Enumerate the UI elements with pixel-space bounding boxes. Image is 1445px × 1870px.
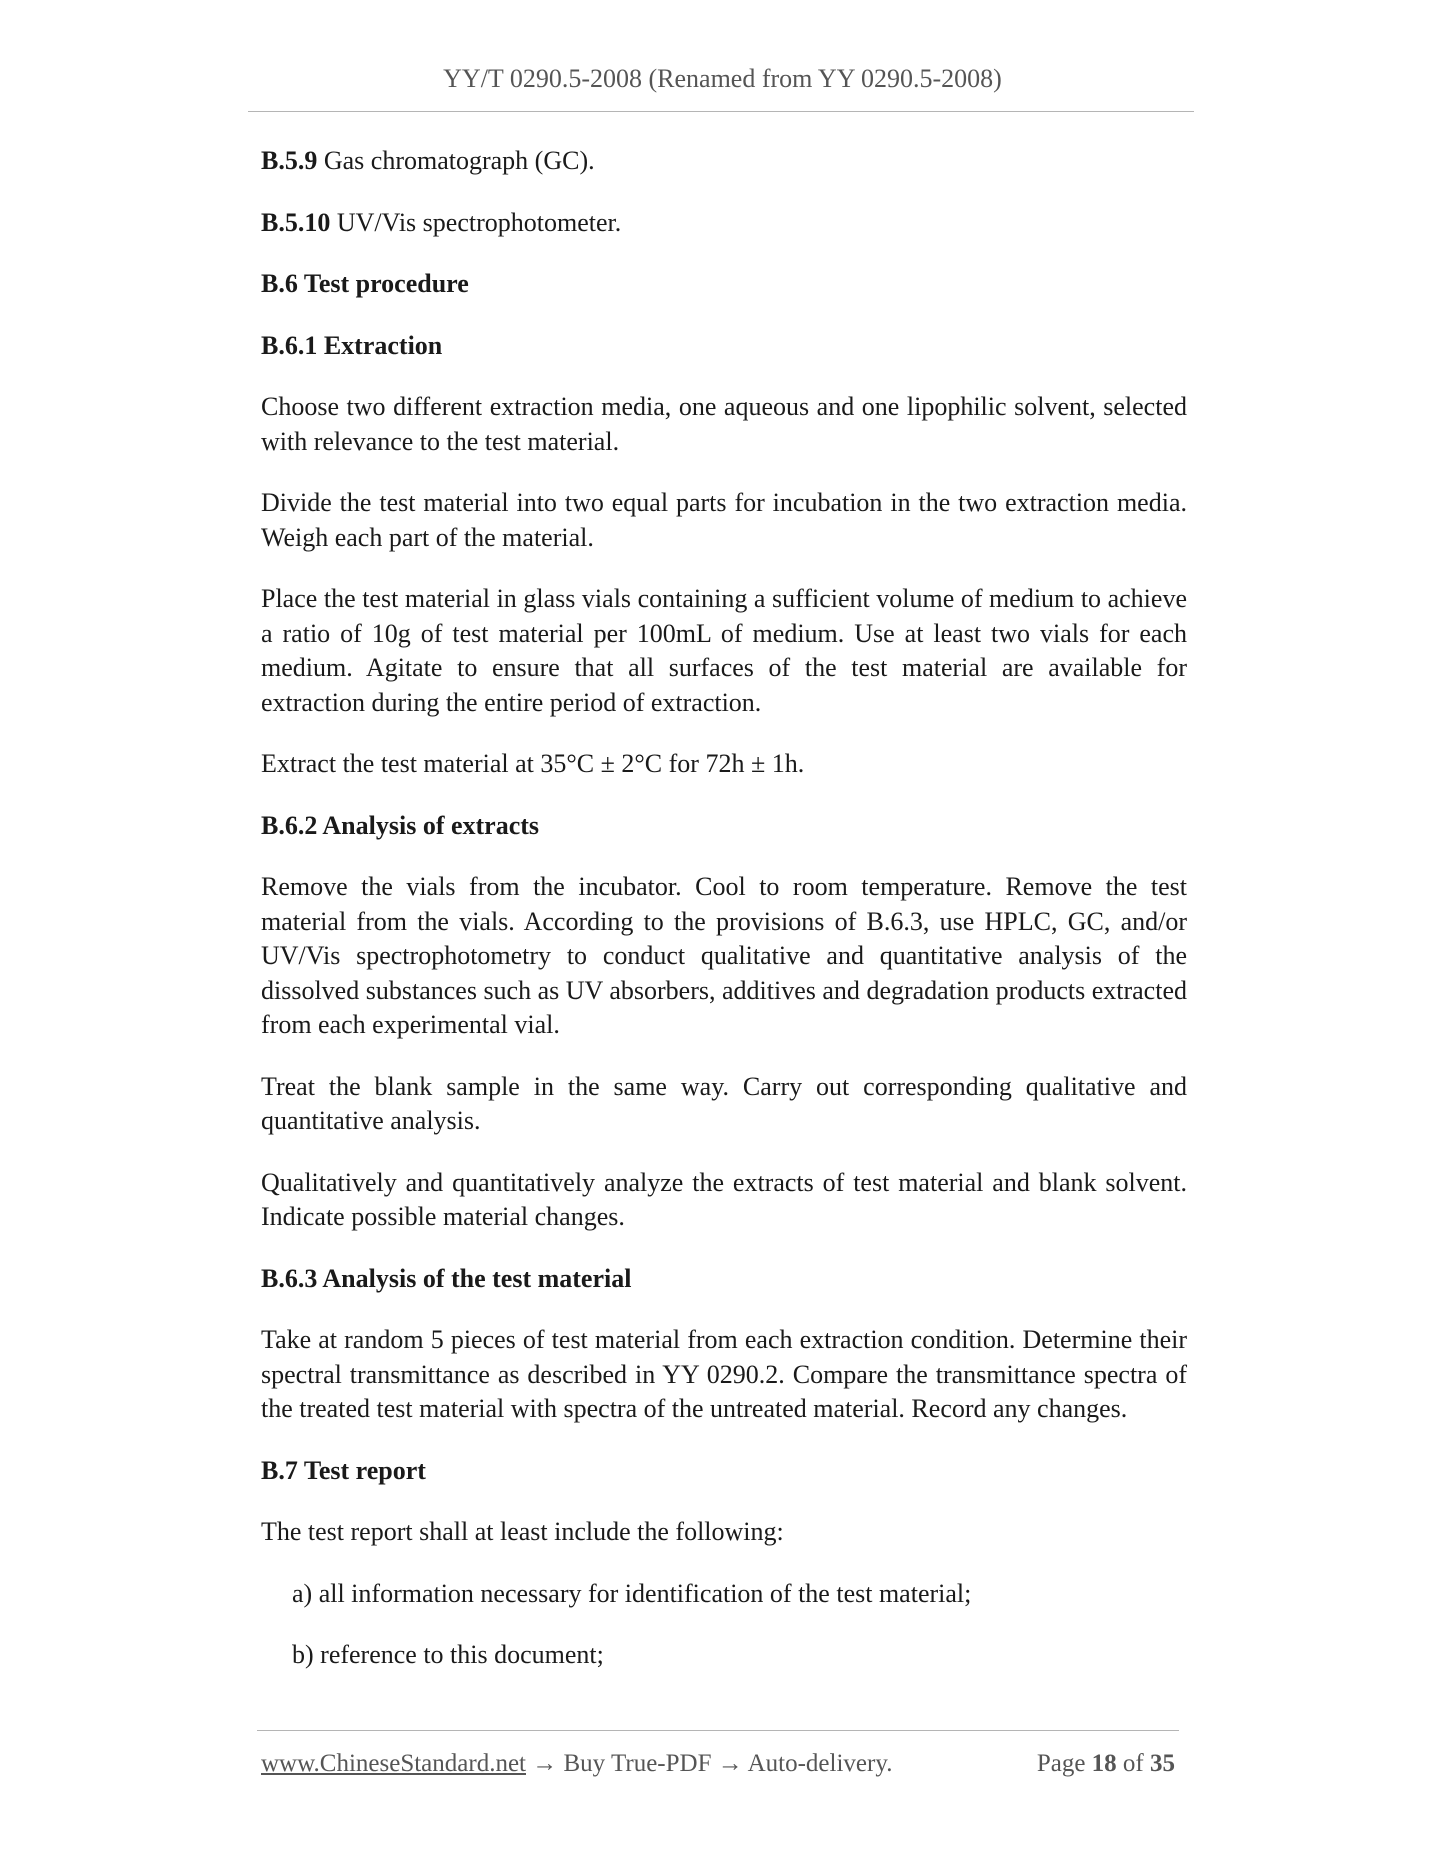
running-header: YY/T 0290.5-2008 (Renamed from YY 0290.5-2008) [443, 64, 1002, 93]
footer-promo [261, 1750, 892, 1778]
page-number: 18 [1091, 1750, 1117, 1777]
heading-b-6-2: B.6.2 Analysis of extracts [261, 810, 540, 840]
clause-text: Gas chromatograph (GC). [317, 146, 595, 175]
footer-divider [257, 1730, 1179, 1731]
heading-b-6-3: B.6.3 Analysis of the test material [261, 1263, 632, 1293]
buy-text: → Buy True-PDF → Auto-delivery. [526, 1750, 893, 1777]
paragraph-report-intro: The test report shall at least include the following: [261, 1517, 784, 1546]
list-item: b) reference to this document; [292, 1640, 604, 1669]
clause-text: UV/Vis spectrophotometer. [330, 207, 622, 237]
clause-number: B.5.9 [261, 146, 318, 175]
heading-b-7: B.7 Test report [261, 1455, 426, 1485]
page-indicator [1037, 1750, 1175, 1778]
paragraph-random-pieces: Take at random 5 pieces of test material from each extraction condition. Determine their spectral transmittance as described in YY 0290.2. Compare the transmittance spectra of the treated test material with spectra of the untreated material. Record any changes. [261, 1325, 1187, 1423]
paragraph-choose-media: Choose two different extraction media, one aqueous and one lipophilic solvent, selected with relevance to the test material. [261, 392, 1187, 456]
page-total: 35 [1150, 1750, 1175, 1777]
list-item: a) all information necessary for identification of the test material; [292, 1578, 972, 1608]
header-divider [248, 111, 1194, 112]
document-body [261, 144, 1187, 1700]
of-label: of [1116, 1750, 1150, 1777]
page-label: Page [1036, 1750, 1092, 1777]
paragraph-remove-vials: Remove the vials from the incubator. Cool to room temperature. Remove the test material from the vials. According to the provisions of B.6.3, use HPLC, GC, and/or UV/Vis spectrophotometry to conduct qualitative and quantitative analysis of the dissolved substances such as UV absorbers, additives and degradation products extracted from each experimental vial. [261, 872, 1187, 1039]
paragraph-analyze-extracts: Qualitatively and quantitatively analyze the extracts of test material and blank solvent. Indicate possible material changes. [261, 1167, 1187, 1231]
clause-number: B.5.10 [261, 207, 331, 237]
clause-b-5-10 [261, 206, 1187, 241]
heading-b-6-1: B.6.1 Extraction [261, 330, 443, 360]
paragraph-extract-conditions: Extract the test material at 35°C ± 2°C for 72h ± 1h. [261, 749, 805, 778]
heading-b-6: B.6 Test procedure [261, 269, 469, 298]
paragraph-place-vials: Place the test material in glass vials containing a sufficient volume of medium to achieve a ratio of 10g of test material per 100mL of medium. Use at least two vials for each medium. Agitate to ensure that all surfaces of the test material are available for extraction during the entire period of extraction. [261, 584, 1187, 717]
paragraph-blank-sample: Treat the blank sample in the same way. Carry out corresponding qualitative and quantitative analysis. [261, 1071, 1187, 1135]
paragraph-divide-material: Divide the test material into two equal parts for incubation in the two extraction media. Weigh each part of the material. [261, 488, 1187, 552]
site-link[interactable]: www.ChineseStandard.net [261, 1750, 526, 1777]
clause-b-5-9 [261, 144, 1187, 179]
